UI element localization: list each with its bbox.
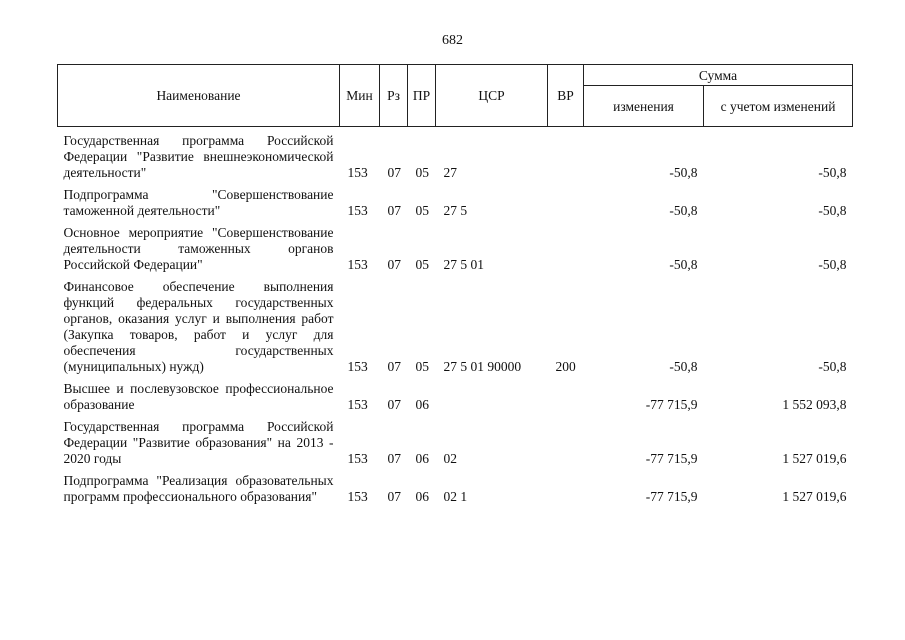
cell-name: Высшее и послевузовское профессиональное образование bbox=[63, 381, 334, 412]
cell-changes: -77 715,9 bbox=[645, 489, 698, 504]
cell-vr bbox=[548, 419, 584, 473]
table-row bbox=[58, 187, 853, 225]
cell-pr: 06 bbox=[415, 397, 429, 412]
page-number: 682 bbox=[442, 33, 463, 48]
cell-rz: 07 bbox=[387, 203, 401, 218]
table-body bbox=[58, 127, 853, 512]
header-row-top bbox=[58, 65, 853, 86]
cell-changes: -50,8 bbox=[669, 165, 698, 180]
cell-min: 153 bbox=[347, 359, 368, 374]
cell-pr: 06 bbox=[415, 451, 429, 466]
cell-name: Финансовое обеспечение выполнения функций федеральных государственных органов, оказания услуг и выполнения работ (Закупка товаров, работ и услуг для обеспечения государственных (муниципальных) нужд) bbox=[63, 279, 334, 374]
cell-changes: -77 715,9 bbox=[645, 397, 698, 412]
cell-min: 153 bbox=[347, 489, 368, 504]
table-row bbox=[58, 381, 853, 419]
cell-rz: 07 bbox=[387, 489, 401, 504]
cell-vr bbox=[548, 225, 584, 279]
cell-rz: 07 bbox=[387, 165, 401, 180]
cell-csr: 27 5 01 bbox=[443, 257, 484, 272]
table-row bbox=[58, 279, 853, 381]
table-row bbox=[58, 419, 853, 473]
cell-pr: 05 bbox=[415, 203, 429, 218]
cell-name: Государственная программа Российской Федерации "Развитие внешнеэкономической деятельности" bbox=[63, 133, 334, 180]
cell-name: Подпрограмма "Реализация образовательных программ профессионального образования" bbox=[63, 473, 334, 504]
cell-rz: 07 bbox=[387, 397, 401, 412]
cell-name: Основное мероприятие "Совершенствование деятельности таможенных органов Российской Федерации" bbox=[63, 225, 334, 272]
cell-min: 153 bbox=[347, 451, 368, 466]
cell-name: Государственная программа Российской Федерации "Развитие образования" на 2013 - 2020 годы bbox=[63, 419, 334, 466]
cell-vr bbox=[548, 187, 584, 225]
cell-csr: 27 5 01 90000 bbox=[443, 359, 522, 374]
table-row bbox=[58, 127, 853, 188]
cell-pr: 06 bbox=[415, 489, 429, 504]
header-changes: изменения bbox=[584, 86, 704, 127]
header-sum: Сумма bbox=[584, 65, 853, 86]
cell-changes: -50,8 bbox=[669, 359, 698, 374]
cell-vr bbox=[548, 473, 584, 511]
cell-with-changes: -50,8 bbox=[818, 203, 847, 218]
budget-table bbox=[57, 64, 853, 511]
cell-rz: 07 bbox=[387, 257, 401, 272]
cell-changes: -50,8 bbox=[669, 257, 698, 272]
header-vr: ВР bbox=[548, 65, 584, 127]
cell-rz: 07 bbox=[387, 359, 401, 374]
cell-min: 153 bbox=[347, 203, 368, 218]
cell-with-changes: -50,8 bbox=[818, 359, 847, 374]
cell-pr: 05 bbox=[415, 257, 429, 272]
cell-with-changes: -50,8 bbox=[818, 257, 847, 272]
cell-vr bbox=[548, 127, 584, 188]
cell-pr: 05 bbox=[415, 359, 429, 374]
cell-changes: -77 715,9 bbox=[645, 451, 698, 466]
header-min: Мин bbox=[340, 65, 380, 127]
cell-name: Подпрограмма "Совершенствование таможенной деятельности" bbox=[63, 187, 334, 218]
cell-csr: 27 5 bbox=[443, 203, 468, 218]
cell-csr: 02 1 bbox=[443, 489, 468, 504]
header-pr: ПР bbox=[408, 65, 436, 127]
cell-with-changes: -50,8 bbox=[818, 165, 847, 180]
cell-min: 153 bbox=[347, 165, 368, 180]
cell-pr: 05 bbox=[415, 165, 429, 180]
cell-min: 153 bbox=[347, 257, 368, 272]
cell-vr bbox=[548, 381, 584, 419]
cell-vr: 200 bbox=[555, 359, 576, 374]
cell-with-changes: 1 552 093,8 bbox=[782, 397, 847, 412]
header-with-changes: с учетом изменений bbox=[704, 86, 853, 127]
cell-min: 153 bbox=[347, 397, 368, 412]
header-csr: ЦСР bbox=[436, 65, 548, 127]
cell-csr: 02 bbox=[443, 451, 457, 466]
cell-csr: 27 bbox=[443, 165, 457, 180]
cell-with-changes: 1 527 019,6 bbox=[782, 451, 847, 466]
header-name: Наименование bbox=[58, 65, 340, 127]
cell-changes: -50,8 bbox=[669, 203, 698, 218]
cell-with-changes: 1 527 019,6 bbox=[782, 489, 847, 504]
table-row bbox=[58, 473, 853, 511]
cell-csr bbox=[436, 381, 548, 419]
table-row bbox=[58, 225, 853, 279]
header-rz: Рз bbox=[380, 65, 408, 127]
cell-rz: 07 bbox=[387, 451, 401, 466]
